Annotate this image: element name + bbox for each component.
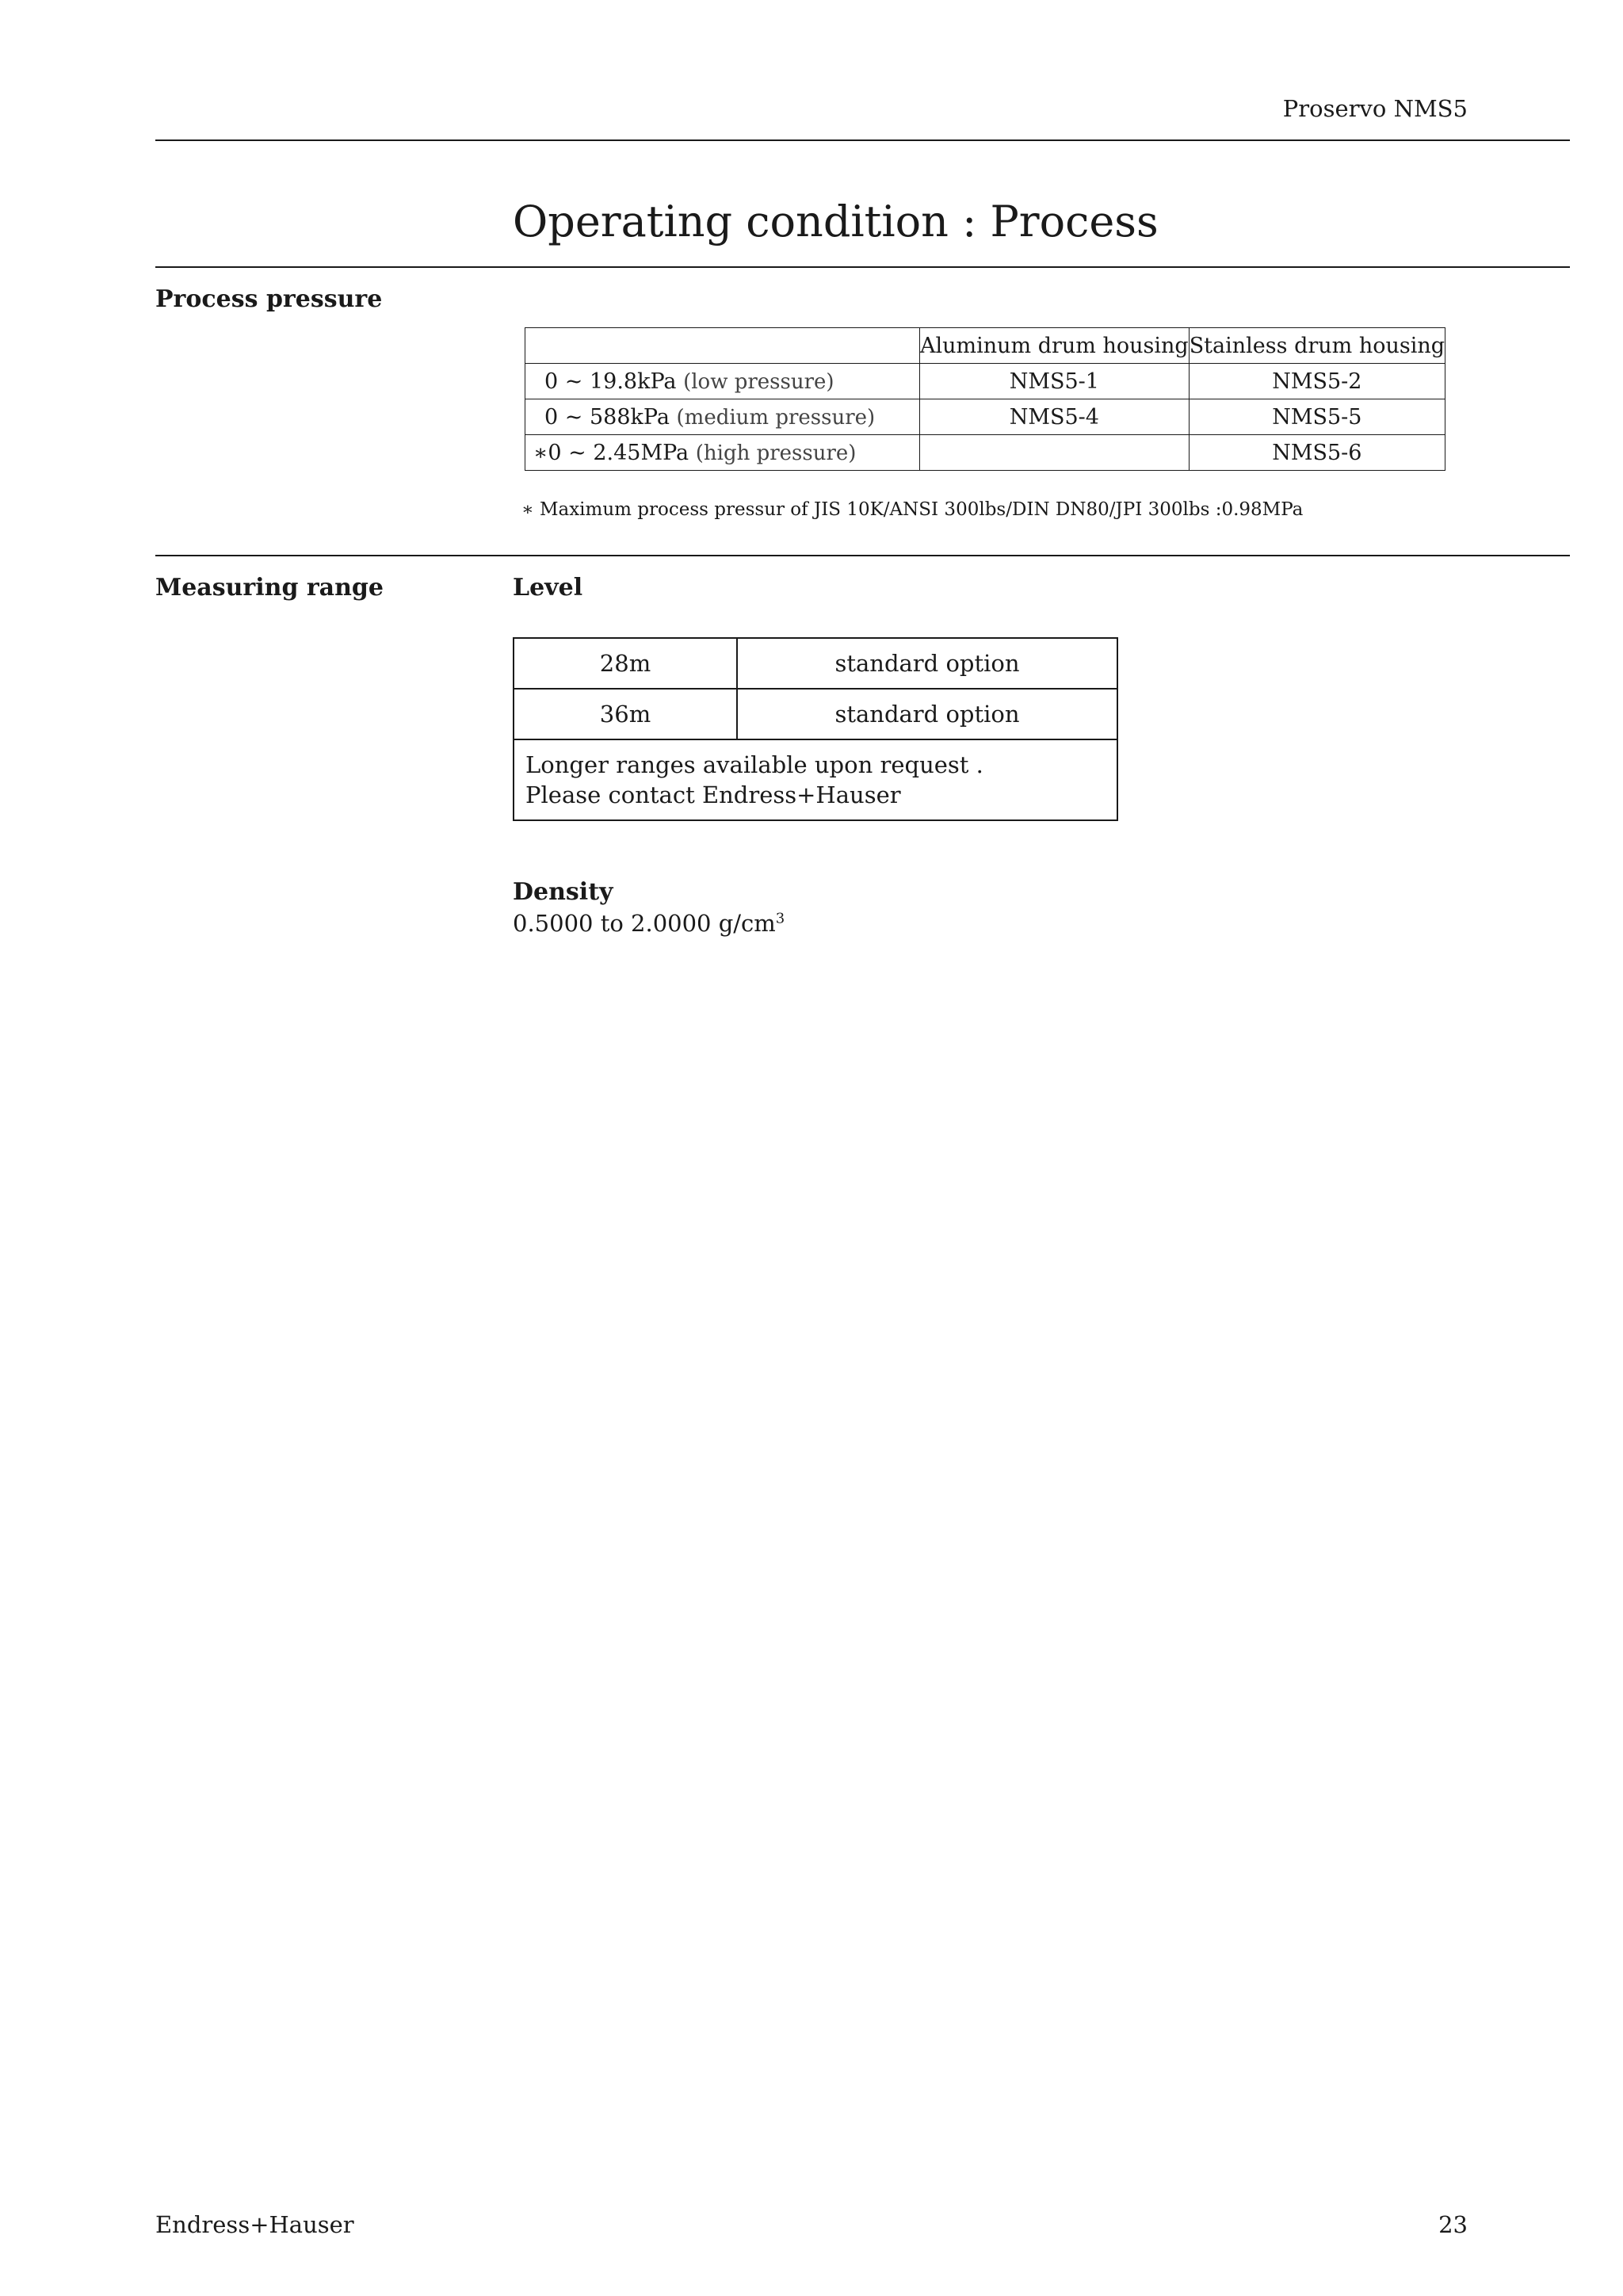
- range-note: (high pressure): [695, 441, 857, 465]
- measuring-range-label: Measuring range: [155, 574, 384, 602]
- aluminum-model-cell: NMS5-1: [920, 364, 1190, 399]
- pressure-range-cell: [525, 364, 920, 399]
- aluminum-model-cell: NMS5-4: [920, 399, 1190, 435]
- table-header-empty: [525, 328, 920, 364]
- level-note-line: Longer ranges available upon request .: [525, 751, 983, 778]
- table-row: [514, 689, 1117, 739]
- stainless-model-cell: NMS5-2: [1189, 364, 1445, 399]
- pressure-footnote: ∗ Maximum process pressur of JIS 10K/ANSI 300lbs/DIN DN80/JPI 300lbs :0.98MPa: [521, 499, 1304, 520]
- stainless-model-cell: NMS5-5: [1189, 399, 1445, 435]
- footer-brand: Endress+Hauser: [155, 2211, 354, 2238]
- density-range: 0.5000 to 2.0000 g/cm: [513, 910, 776, 937]
- table-row: [514, 638, 1117, 689]
- column-header-aluminum: Aluminum drum housing: [920, 328, 1190, 364]
- table-row: [514, 739, 1117, 820]
- range-note: (medium pressure): [676, 405, 876, 430]
- header-rule: [155, 139, 1570, 141]
- level-option-cell: standard option: [737, 689, 1117, 739]
- header-product-name: Proservo NMS5: [1282, 95, 1468, 122]
- level-note-line: Please contact Endress+Hauser: [525, 781, 901, 808]
- aluminum-model-cell: [920, 435, 1190, 471]
- range-value: 0 ~ 588kPa: [544, 404, 670, 430]
- process-pressure-table: [525, 327, 1445, 471]
- page-title: Operating condition : Process: [513, 197, 1159, 246]
- range-value: 0 ~ 2.45MPa: [548, 440, 689, 465]
- level-range-cell: 28m: [514, 638, 737, 689]
- table-row: [525, 435, 1445, 471]
- process-pressure-label: Process pressure: [155, 285, 383, 313]
- level-note-cell: [514, 739, 1117, 820]
- range-prefix: ∗: [533, 440, 548, 465]
- page-number: 23: [1438, 2211, 1468, 2238]
- stainless-model-cell: NMS5-6: [1189, 435, 1445, 471]
- density-unit-exponent: 3: [775, 910, 785, 927]
- section-rule: [155, 555, 1570, 556]
- table-header-row: [525, 328, 1445, 364]
- density-label: Density: [513, 878, 613, 906]
- table-row: [525, 364, 1445, 399]
- level-range-cell: 36m: [514, 689, 737, 739]
- level-range-table: [513, 637, 1118, 821]
- pressure-range-cell: [525, 399, 920, 435]
- pressure-range-cell: [525, 435, 920, 471]
- title-rule: [155, 266, 1570, 268]
- column-header-stainless: Stainless drum housing: [1189, 328, 1445, 364]
- range-note: (low pressure): [683, 369, 834, 394]
- level-label: Level: [513, 574, 583, 602]
- table-row: [525, 399, 1445, 435]
- level-option-cell: standard option: [737, 638, 1117, 689]
- range-value: 0 ~ 19.8kPa: [544, 369, 677, 394]
- density-value: [513, 910, 785, 937]
